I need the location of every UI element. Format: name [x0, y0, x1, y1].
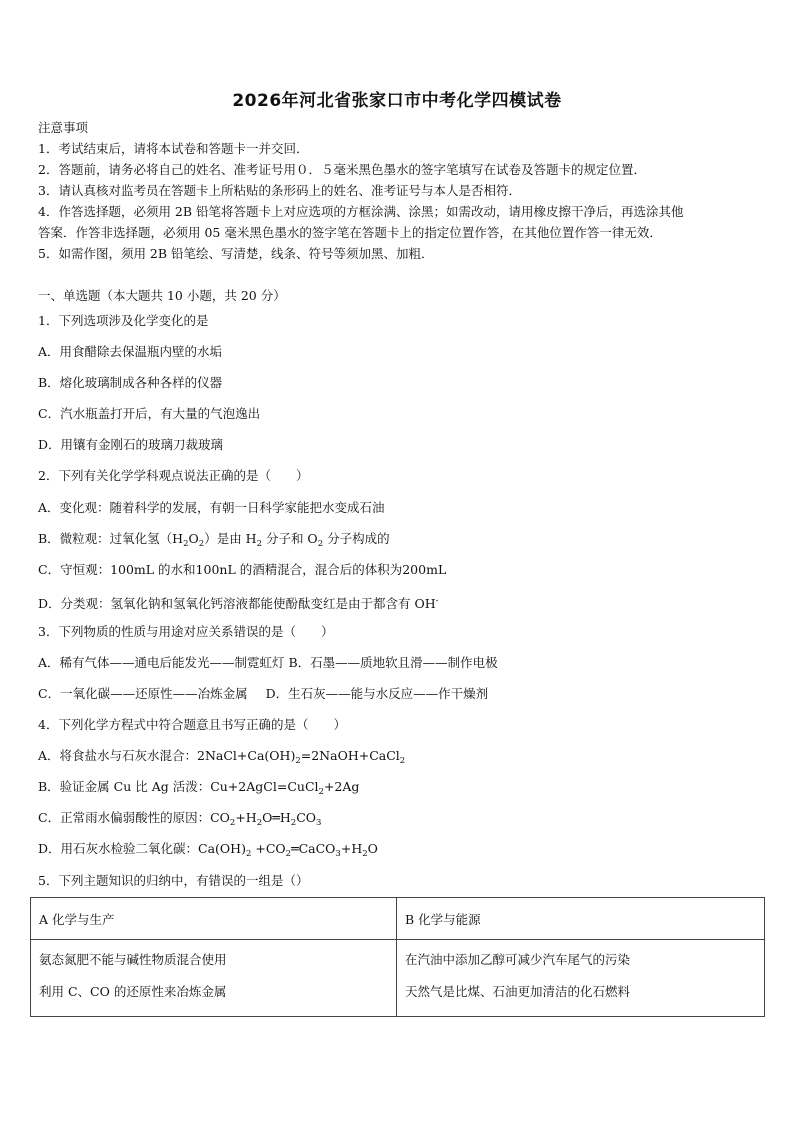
question-4-option-c: C．正常雨水偏弱酸性的原因：$CO_2+H_2O═H_2CO_3$ [38, 810, 322, 828]
question-2-option-d: D．分类观：氢氧化钠和氢氧化钙溶液都能使酚酞变红是由于都含有 OH- [38, 596, 439, 611]
notice-item: 5．如需作图，须用 2B 铅笔绘、写清楚，线条、符号等须加黑、加粗． [38, 246, 434, 261]
question-1-stem: 1．下列选项涉及化学变化的是 [38, 313, 209, 328]
notice-item: 2．答题前，请务必将自己的姓名、准考证号用０．５毫米黑色墨水的签字笔填写在试卷及答题卡的规定位置． [38, 162, 646, 177]
question-3-options-cd: C．一氧化碳——还原性——冶炼金属 D．生石灰——能与水反应——作干燥剂 [38, 686, 489, 701]
question-1-option-a: A．用食醋除去保温瓶内壁的水垢 [38, 344, 223, 359]
question-2-option-b: B．微粒观：过氧化氢$(H_2O_2)$是由 $H_2$ 分子和 $O_2$ 分子构成的 [38, 531, 390, 549]
question-5-table [30, 897, 765, 1017]
notice-item: 3．请认真核对监考员在答题卡上所粘贴的条形码上的姓名、准考证号与本人是否相符． [38, 183, 521, 198]
table-cell-line: 氨态氮肥不能与碱性物质混合使用 [39, 952, 227, 967]
table-cell-line: 在汽油中添加乙醇可减少汽车尾气的污染 [405, 952, 631, 967]
question-1-option-d: D．用镶有金刚石的玻璃刀裁玻璃 [38, 437, 224, 452]
table-cell-a [31, 940, 397, 1017]
table-cell-line: 天然气是比煤、石油更加清洁的化石燃料 [405, 984, 631, 999]
question-2-stem: 2．下列有关化学学科观点说法正确的是（ ） [38, 468, 309, 483]
table-header-a: A 化学与生产 [31, 898, 397, 940]
notice-heading: 注意事项 [38, 120, 89, 135]
question-2-option-a: A．变化观：随着科学的发展，有朝一日科学家能把水变成石油 [38, 500, 385, 515]
notice-item: 1．考试结束后，请将本试卷和答题卡一并交回． [38, 141, 309, 156]
table-cell-b [397, 940, 765, 1017]
section-heading: 一、单选题（本大题共 10 小题，共 20 分） [38, 288, 286, 303]
question-3-stem: 3．下列物质的性质与用途对应关系错误的是（ ） [38, 624, 334, 639]
notice-item: 答案．作答非选择题，必须用 05 毫米黑色墨水的签字笔在答题卡上的指定位置作答，在其他位置作答一律无效． [38, 225, 662, 240]
question-1-option-c: C．汽水瓶盖打开后，有大量的气泡逸出 [38, 406, 261, 421]
question-2-option-c: C．守恒观：100mL 的水和100nL 的酒精混合，混合后的体积为200mL [38, 562, 447, 577]
question-4-option-b: B．验证金属 Cu 比 Ag 活泼：Cu+2AgCl=CuCl$_2$+2Ag [38, 779, 360, 797]
table-header-b: B 化学与能源 [397, 898, 765, 940]
question-3-options-ab: A．稀有气体——通电后能发光——制霓虹灯 B．石墨——质地软且滑——制作电极 [38, 655, 498, 670]
question-5-stem: 5．下列主题知识的归纳中，有错误的一组是（） [38, 873, 309, 888]
question-4-stem: 4．下列化学方程式中符合题意且书写正确的是（ ） [38, 717, 346, 732]
question-1-option-b: B．熔化玻璃制成各种各样的仪器 [38, 375, 223, 390]
question-4-option-d: D．用石灰水检验二氧化碳：$Ca(OH)_2$ $+CO_2═CaCO_3+H_2O$ [38, 841, 378, 859]
page-title: 2026年河北省张家口市中考化学四模试卷 [232, 91, 562, 111]
question-4-option-a: A．将食盐水与石灰水混合：$2NaCl+Ca(OH)_2=2NaOH+CaCl_2$ [38, 748, 406, 766]
notice-item: 4．作答选择题，必须用 2B 铅笔将答题卡上对应选项的方框涂满、涂黑；如需改动，请用橡皮擦干净后，再选涂其他 [38, 204, 684, 219]
table-cell-line: 利用 C、CO 的还原性来冶炼金属 [39, 984, 227, 999]
